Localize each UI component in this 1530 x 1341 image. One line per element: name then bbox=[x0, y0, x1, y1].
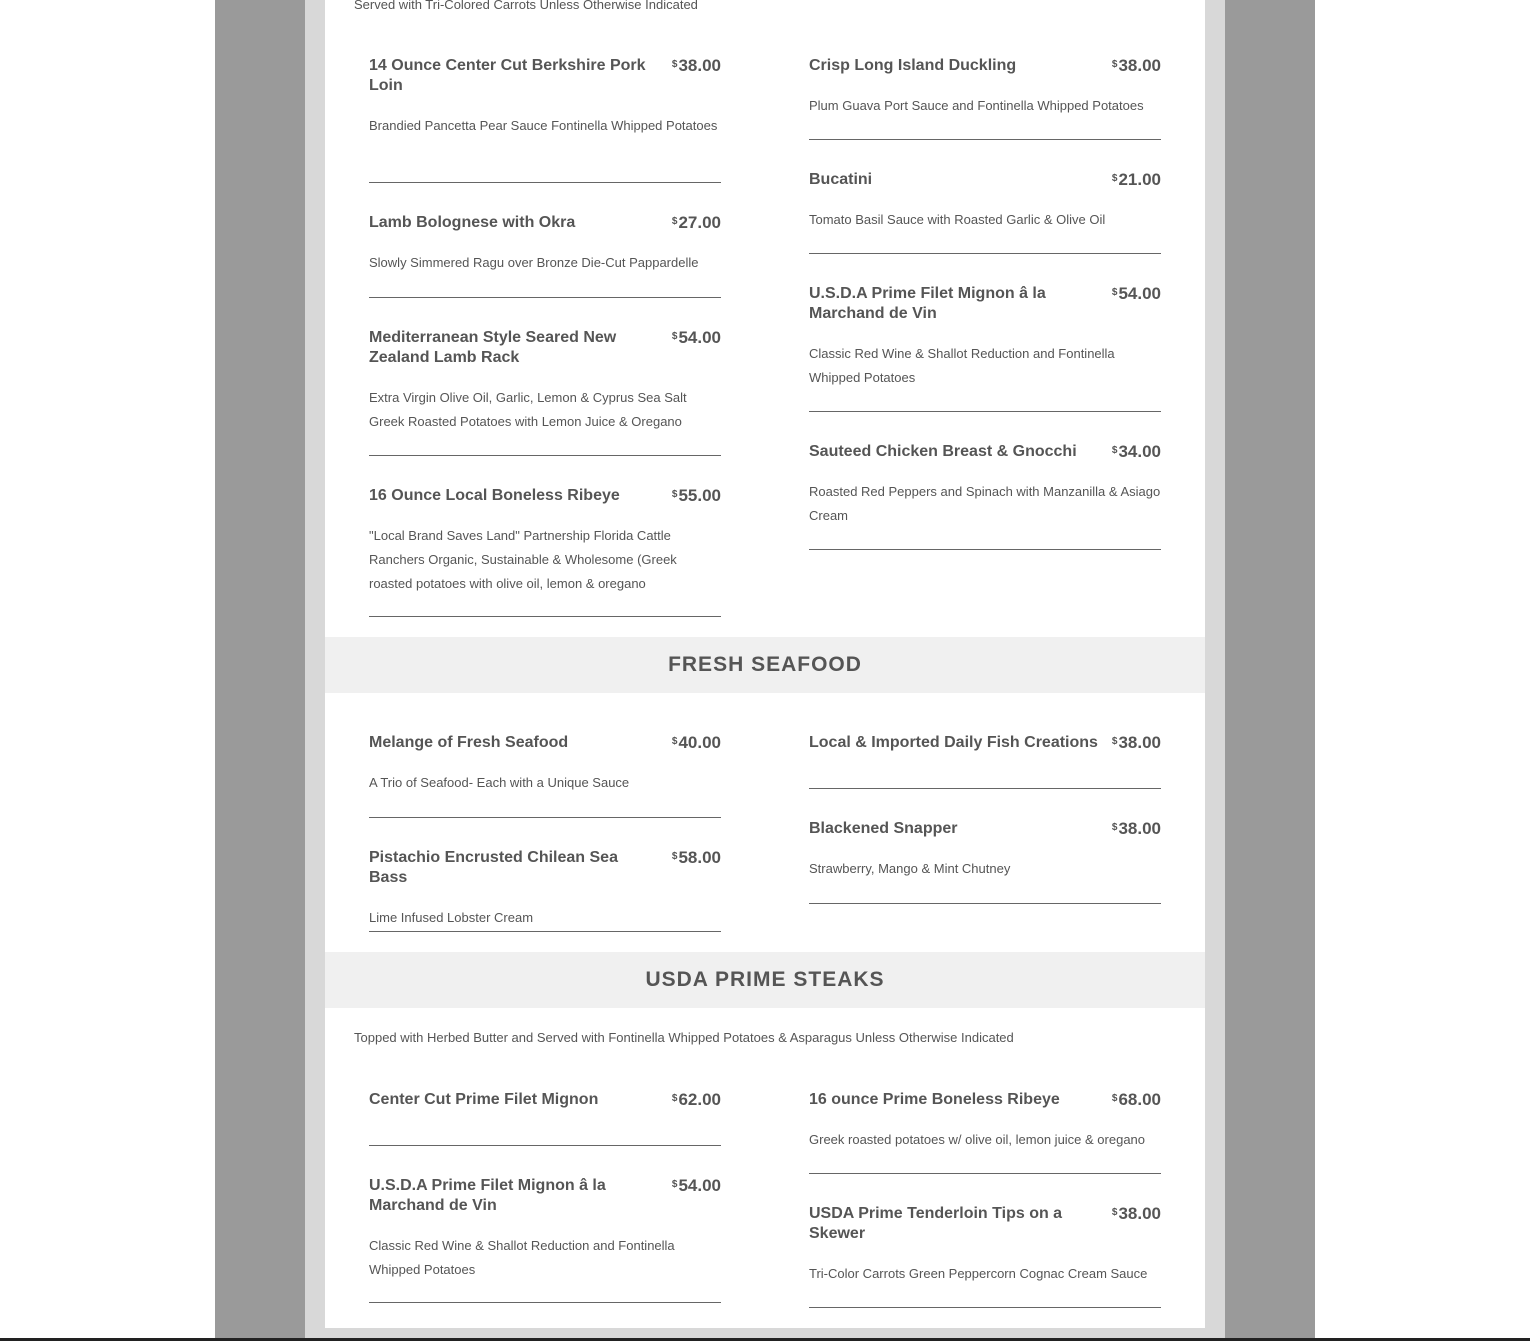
item-price: $54.00 bbox=[1111, 284, 1161, 303]
item-name: Center Cut Prime Filet Mignon bbox=[369, 1091, 599, 1108]
menu-item bbox=[369, 1090, 721, 1110]
item-divider bbox=[369, 297, 721, 298]
item-divider bbox=[369, 616, 721, 617]
item-divider bbox=[809, 139, 1161, 140]
item-name: U.S.D.A Prime Filet Mignon â la Marchand de Vin bbox=[809, 285, 1046, 322]
item-name: Bucatini bbox=[809, 171, 873, 188]
menu-item bbox=[369, 213, 721, 275]
item-divider bbox=[369, 1145, 721, 1146]
item-description: Slowly Simmered Ragu over Bronze Die-Cut Pappardelle bbox=[369, 255, 699, 270]
item-price: $68.00 bbox=[1111, 1090, 1161, 1109]
item-name: Blackened Snapper bbox=[809, 820, 958, 837]
item-description: Roasted Red Peppers and Spinach with Manzanilla & Asiago Cream bbox=[809, 484, 1161, 523]
menu-item bbox=[809, 442, 1161, 528]
item-price: $38.00 bbox=[1111, 733, 1161, 752]
item-description: Classic Red Wine & Shallot Reduction and Fontinella Whipped Potatoes bbox=[369, 1238, 675, 1277]
item-description: A Trio of Seafood- Each with a Unique Sauce bbox=[369, 775, 630, 790]
item-divider bbox=[809, 253, 1161, 254]
item-description: Tomato Basil Sauce with Roasted Garlic & Olive Oil bbox=[809, 212, 1106, 227]
item-name: U.S.D.A Prime Filet Mignon â la Marchand de Vin bbox=[369, 1177, 606, 1214]
steaks-note: Topped with Herbed Butter and Served with Fontinella Whipped Potatoes & Asparagus Unless Otherwise Indicated bbox=[354, 1030, 1014, 1045]
item-name: 16 Ounce Local Boneless Ribeye bbox=[369, 487, 620, 504]
item-description: Tri-Color Carrots Green Peppercorn Cognac Cream Sauce bbox=[809, 1266, 1148, 1281]
item-description: Lime Infused Lobster Cream bbox=[369, 910, 534, 925]
item-name: 16 ounce Prime Boneless Ribeye bbox=[809, 1091, 1060, 1108]
item-price: $58.00 bbox=[671, 848, 721, 867]
item-description: Plum Guava Port Sauce and Fontinella Whipped Potatoes bbox=[809, 98, 1144, 113]
menu-item bbox=[809, 56, 1161, 118]
item-name: Local & Imported Daily Fish Creations bbox=[809, 734, 1098, 751]
menu-item bbox=[369, 733, 721, 795]
item-name: Pistachio Encrusted Chilean Sea Bass bbox=[369, 849, 618, 886]
item-description: Strawberry, Mango & Mint Chutney bbox=[809, 861, 1011, 876]
item-divider bbox=[369, 455, 721, 456]
item-price: $21.00 bbox=[1111, 170, 1161, 189]
item-name: USDA Prime Tenderloin Tips on a Skewer bbox=[809, 1205, 1063, 1242]
item-price: $38.00 bbox=[671, 56, 721, 75]
item-price: $40.00 bbox=[671, 733, 721, 752]
section-title-steaks: USDA PRIME STEAKS bbox=[325, 952, 1205, 1008]
item-price: $38.00 bbox=[1111, 819, 1161, 838]
item-name: Lamb Bolognese with Okra bbox=[369, 214, 576, 231]
menu-item bbox=[809, 1090, 1161, 1152]
item-divider bbox=[369, 817, 721, 818]
item-divider bbox=[369, 931, 721, 932]
item-name: Sauteed Chicken Breast & Gnocchi bbox=[809, 443, 1077, 460]
menu-item bbox=[369, 1176, 721, 1282]
menu-item bbox=[369, 328, 721, 434]
item-description: Classic Red Wine & Shallot Reduction and Fontinella Whipped Potatoes bbox=[809, 346, 1115, 385]
item-divider bbox=[809, 549, 1161, 550]
item-price: $54.00 bbox=[671, 328, 721, 347]
menu-item bbox=[809, 733, 1161, 753]
item-divider bbox=[809, 903, 1161, 904]
menu-item bbox=[809, 1204, 1161, 1286]
item-price: $55.00 bbox=[671, 486, 721, 505]
item-name: 14 Ounce Center Cut Berkshire Pork Loin bbox=[369, 57, 646, 94]
menu-item bbox=[809, 819, 1161, 881]
menu-item bbox=[369, 56, 721, 138]
entrees-note: Served with Tri-Colored Carrots Unless Otherwise Indicated bbox=[354, 0, 698, 12]
item-description: Extra Virgin Olive Oil, Garlic, Lemon & Cyprus Sea Salt Greek Roasted Potatoes with Lemon Juice & Oregano bbox=[369, 390, 687, 429]
item-divider bbox=[809, 1307, 1161, 1308]
menu-card bbox=[325, 0, 1205, 1328]
menu-item bbox=[809, 284, 1161, 390]
item-price: $38.00 bbox=[1111, 56, 1161, 75]
menu-item bbox=[809, 170, 1161, 232]
item-divider bbox=[369, 1302, 721, 1303]
item-price: $27.00 bbox=[671, 213, 721, 232]
menu-item bbox=[369, 486, 721, 596]
item-divider bbox=[369, 182, 721, 183]
item-description: Brandied Pancetta Pear Sauce Fontinella Whipped Potatoes bbox=[369, 118, 718, 133]
item-divider bbox=[809, 788, 1161, 789]
item-name: Crisp Long Island Duckling bbox=[809, 57, 1017, 74]
item-price: $38.00 bbox=[1111, 1204, 1161, 1223]
item-price: $34.00 bbox=[1111, 442, 1161, 461]
item-description: "Local Brand Saves Land" Partnership Florida Cattle Ranchers Organic, Sustainable & Wholesome (Greek roasted potatoes with olive oil, lemon & oregano bbox=[369, 528, 677, 591]
item-divider bbox=[809, 1173, 1161, 1174]
item-description: Greek roasted potatoes w/ olive oil, lemon juice & oregano bbox=[809, 1132, 1146, 1147]
menu-item bbox=[369, 848, 721, 930]
item-name: Mediterranean Style Seared New Zealand Lamb Rack bbox=[369, 329, 617, 366]
item-price: $62.00 bbox=[671, 1090, 721, 1109]
item-divider bbox=[809, 411, 1161, 412]
item-name: Melange of Fresh Seafood bbox=[369, 734, 569, 751]
item-price: $54.00 bbox=[671, 1176, 721, 1195]
section-title-seafood: FRESH SEAFOOD bbox=[325, 637, 1205, 693]
